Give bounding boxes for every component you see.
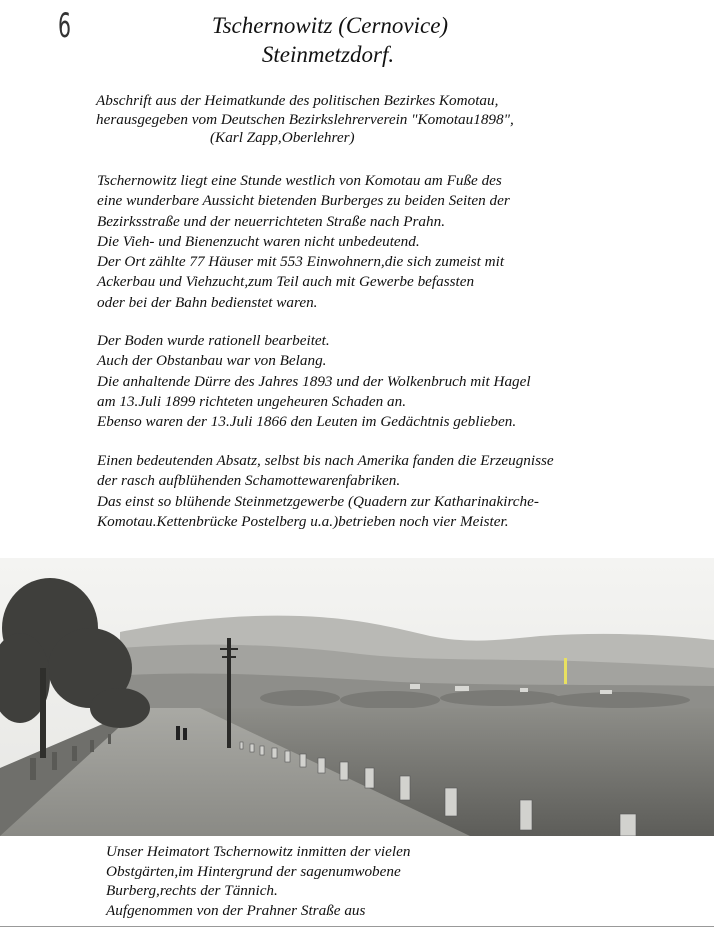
text-line: eine wunderbare Aussicht bietenden Burberges zu beiden Seiten der xyxy=(97,192,510,210)
paragraph-location xyxy=(97,171,657,313)
text-line: am 13.Juli 1899 richteten ungeheuren Schaden an. xyxy=(97,392,407,410)
text-line: Einen bedeutenden Absatz, selbst bis nach Amerika fanden die Erzeugnisse xyxy=(97,452,554,469)
text-line: Auch der Obstanbau war von Belang. xyxy=(97,352,327,370)
landscape-photo-illustration xyxy=(0,558,714,836)
caption-line: Burberg,rechts der Tännich. xyxy=(106,882,278,899)
source-author: (Karl Zapp,Oberlehrer) xyxy=(210,129,355,146)
village-photo xyxy=(0,558,714,836)
caption-line: Unser Heimatort Tschernowitz inmitten der vielen xyxy=(106,843,411,860)
text-line: Komotau.Kettenbrücke Postelberg u.a.)betrieben noch vier Meister. xyxy=(97,512,509,530)
paragraph-industry xyxy=(97,451,657,532)
source-line: Abschrift aus der Heimatkunde des politischen Bezirkes Komotau, xyxy=(96,92,499,109)
page-subtitle: Steinmetzdorf. xyxy=(261,42,395,67)
text-line: der rasch aufblühenden Schamottewarenfabriken. xyxy=(97,472,401,490)
text-line: Die anhaltende Dürre des Jahres 1893 und der Wolkenbruch mit Hagel xyxy=(97,372,531,390)
text-line: Bezirksstraße und der neuerrichteten Straße nach Prahn. xyxy=(97,212,445,230)
text-line: Das einst so blühende Steinmetzgewerbe (Quadern zur Katharinakirche- xyxy=(97,492,539,510)
photo-caption xyxy=(106,842,606,920)
page-number: 6 xyxy=(58,6,71,46)
source-line: herausgegeben vom Deutschen Bezirkslehrerverein "Komotau1898", xyxy=(96,110,514,128)
caption-line: Obstgärten,im Hintergrund der sagenumwobene xyxy=(106,862,401,880)
text-line: oder bei der Bahn bedienstet waren. xyxy=(97,293,318,311)
text-line: Tschernowitz liegt eine Stunde westlich von Komotau am Fuße des xyxy=(97,172,502,189)
text-line: Der Ort zählte 77 Häuser mit 553 Einwohnern,die sich zumeist mit xyxy=(97,253,505,271)
page-title: Tschernowitz (Cernovice) xyxy=(211,13,449,38)
text-line: Die Vieh- und Bienenzucht waren nicht unbedeutend. xyxy=(97,232,420,250)
text-line: Ackerbau und Viehzucht,zum Teil auch mit Gewerbe befassten xyxy=(97,273,475,291)
source-note xyxy=(96,92,616,148)
bottom-divider xyxy=(0,926,714,927)
caption-line: Aufgenommen von der Prahner Straße aus xyxy=(106,901,366,919)
text-line: Ebenso waren der 13.Juli 1866 den Leuten im Gedächtnis geblieben. xyxy=(97,413,517,431)
text-line: Der Boden wurde rationell bearbeitet. xyxy=(97,332,330,349)
paragraph-agriculture xyxy=(97,331,657,432)
